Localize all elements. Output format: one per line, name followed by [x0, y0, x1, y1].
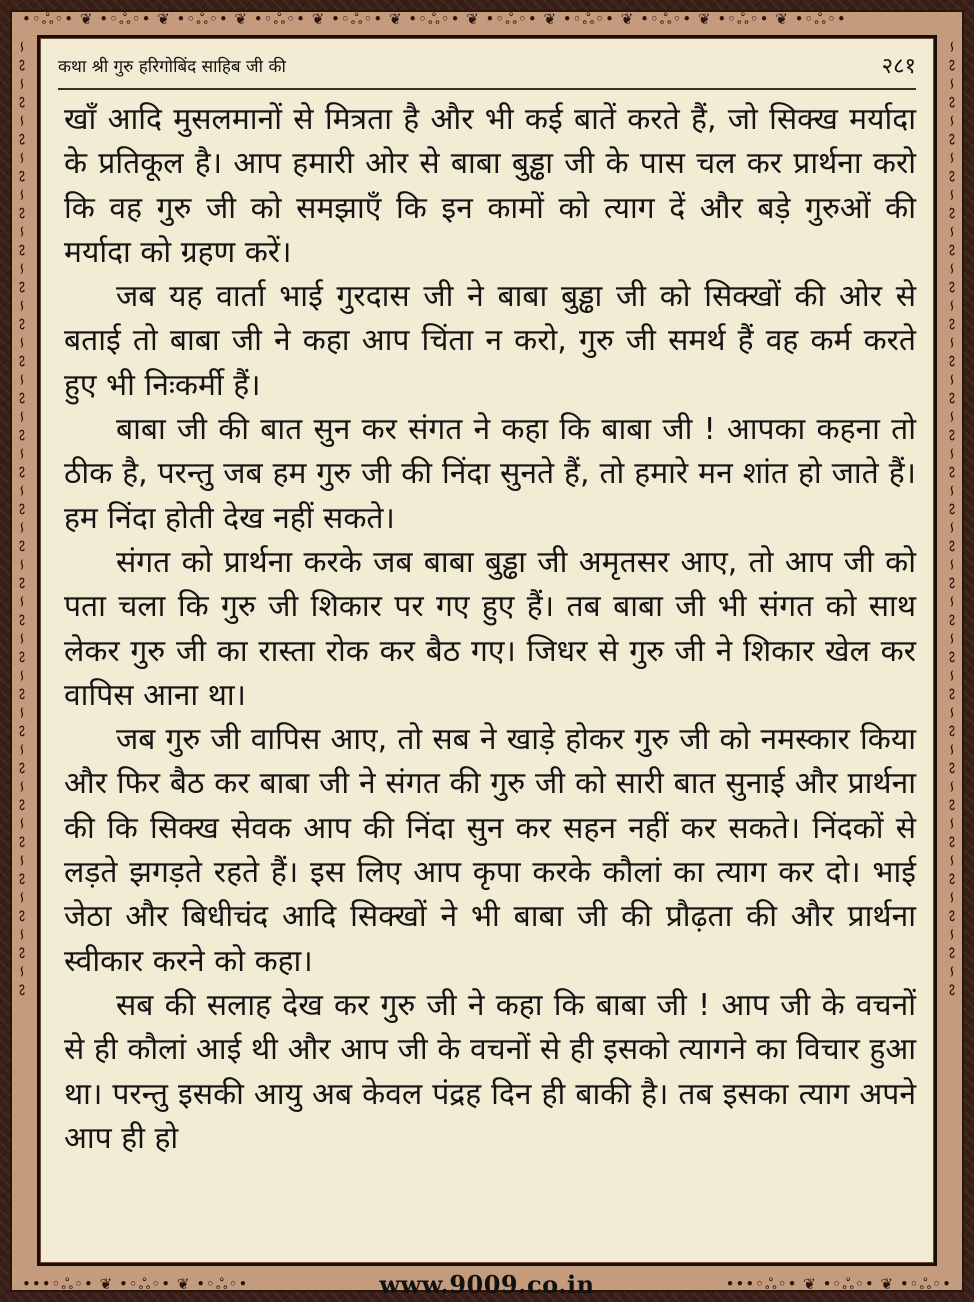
paragraph: खाँ आदि मुसलमानों से मित्रता है और भी कई बातें करते हैं, जो सिक्ख मर्यादा के प्रतिकूल है। आप हमारी ओर से बाबा बुड्ढा जी के पास चल कर प्रार्थना करो कि वह गुरु जी को समझाएँ कि इन कामों को त्याग दें और बड़े गुरुओं की मर्यादा को ग्रहण करें। — [64, 102, 916, 270]
top-ornament-border: •◦ஃ◦• ❦ •◦ஃ◦• ❦ •◦ஃ◦• ❦ •◦ஃ◦• ❦ •◦ஃ◦• ❦ •◦ஃ◦• ❦ •◦ஃ◦• ❦ •◦ஃ◦• ❦ •◦ஃ◦• ❦ •◦ஃ◦• ❦ •◦ஃ◦• — [22, 11, 847, 28]
book-page — [37, 35, 937, 1266]
header-title: कथा श्री गुरु हरिगोबिंद साहिब जी की — [58, 57, 286, 77]
left-ornament-border: ∽ ∾ ∽ ∾ ∽ ∾ ∽ ∾ ∽ ∾ ∽ ∾ ∽ ∾ ∽ ∾ ∽ ∾ ∽ ∾ ∽ ∾ ∽ ∾ ∽ ∾ ∽ ∾ ∽ ∾ ∽ ∾ ∽ ∾ ∽ ∾ ∽ ∾ ∽ ∾ ∽ ∾ ∽ ∾ ∽ ∾ ∽ ∾ ∽ ∾ ∽ ∾ — [13, 40, 32, 997]
paragraph: संगत को प्रार्थना करके जब बाबा बुड्ढा जी अमृतसर आए, तो आप जी को पता चला कि गुरु जी शिकार पर गए हुए हैं। तब बाबा जी भी संगत को साथ लेकर गुरु जी का रास्ता रोक कर बैठ गए। जिधर से गुरु जी ने शिकार खेल कर वापिस आना था। — [64, 544, 916, 713]
bottom-left-ornament: •••◦ஃ◦• ❦ •◦ஃ◦• ❦ •◦ஃ◦• — [22, 1276, 249, 1293]
paragraph: जब गुरु जी वापिस आए, तो सब ने खाड़े होकर गुरु जी को नमस्कार किया और फिर बैठ कर बाबा जी ने संगत की गुरु जी को सारी बात सुनाई और प्रार्थना की कि सिक्ख सेवक आप की निंदा सुन कर सहन नहीं कर सकते। निंदकों से लड़ते झगड़ते रहते हैं। इस लिए आप कृपा करके कौलां का त्याग कर दो। भाई जेठा और बिधीचंद आदि सिक्खों ने भी बाबा जी की प्रौढ़ता की और प्रार्थना स्वीकार करने को कहा। — [64, 722, 916, 979]
right-ornament-border: ∽ ∾ ∽ ∾ ∽ ∾ ∽ ∾ ∽ ∾ ∽ ∾ ∽ ∾ ∽ ∾ ∽ ∾ ∽ ∾ ∽ ∾ ∽ ∾ ∽ ∾ ∽ ∾ ∽ ∾ ∽ ∾ ∽ ∾ ∽ ∾ ∽ ∾ ∽ ∾ ∽ ∾ ∽ ∾ ∽ ∾ ∽ ∾ ∽ ∾ ∽ ∾ — [943, 40, 962, 997]
paragraph: बाबा जी की बात सुन कर संगत ने कहा कि बाबा जी ! आपका कहना तो ठीक है, परन्तु जब हम गुरु जी की निंदा सुनते हैं, तो हमारे मन शांत हो जाते हैं। हम निंदा होती देख नहीं सकते। — [64, 412, 916, 536]
page-number: २८१ — [881, 54, 916, 79]
page-header — [58, 48, 916, 90]
website-link[interactable]: www.9009.co.in — [379, 1270, 595, 1299]
page-body — [64, 98, 916, 1161]
paragraph: जब यह वार्ता भाई गुरदास जी ने बाबा बुड्ढा जी को सिक्खों की ओर से बताई तो बाबा जी ने कहा आप चिंता न करो, गुरु जी समर्थ हैं वह कर्म करते हुए भी निःकर्मी हैं। — [64, 279, 916, 403]
paragraph: सब की सलाह देख कर गुरु जी ने कहा कि बाबा जी ! आप जी के वचनों से ही कौलां आई थी और आप जी के वचनों से ही इसको त्यागने का विचार हुआ था। परन्तु इसकी आयु अब केवल पंद्रह दिन ही बाकी है। तब इसका त्याग अपने आप ही हो — [64, 987, 916, 1156]
bottom-right-ornament: •••◦ஃ◦• ❦ •◦ஃ◦• ❦ •◦ஃ◦• — [725, 1276, 952, 1293]
